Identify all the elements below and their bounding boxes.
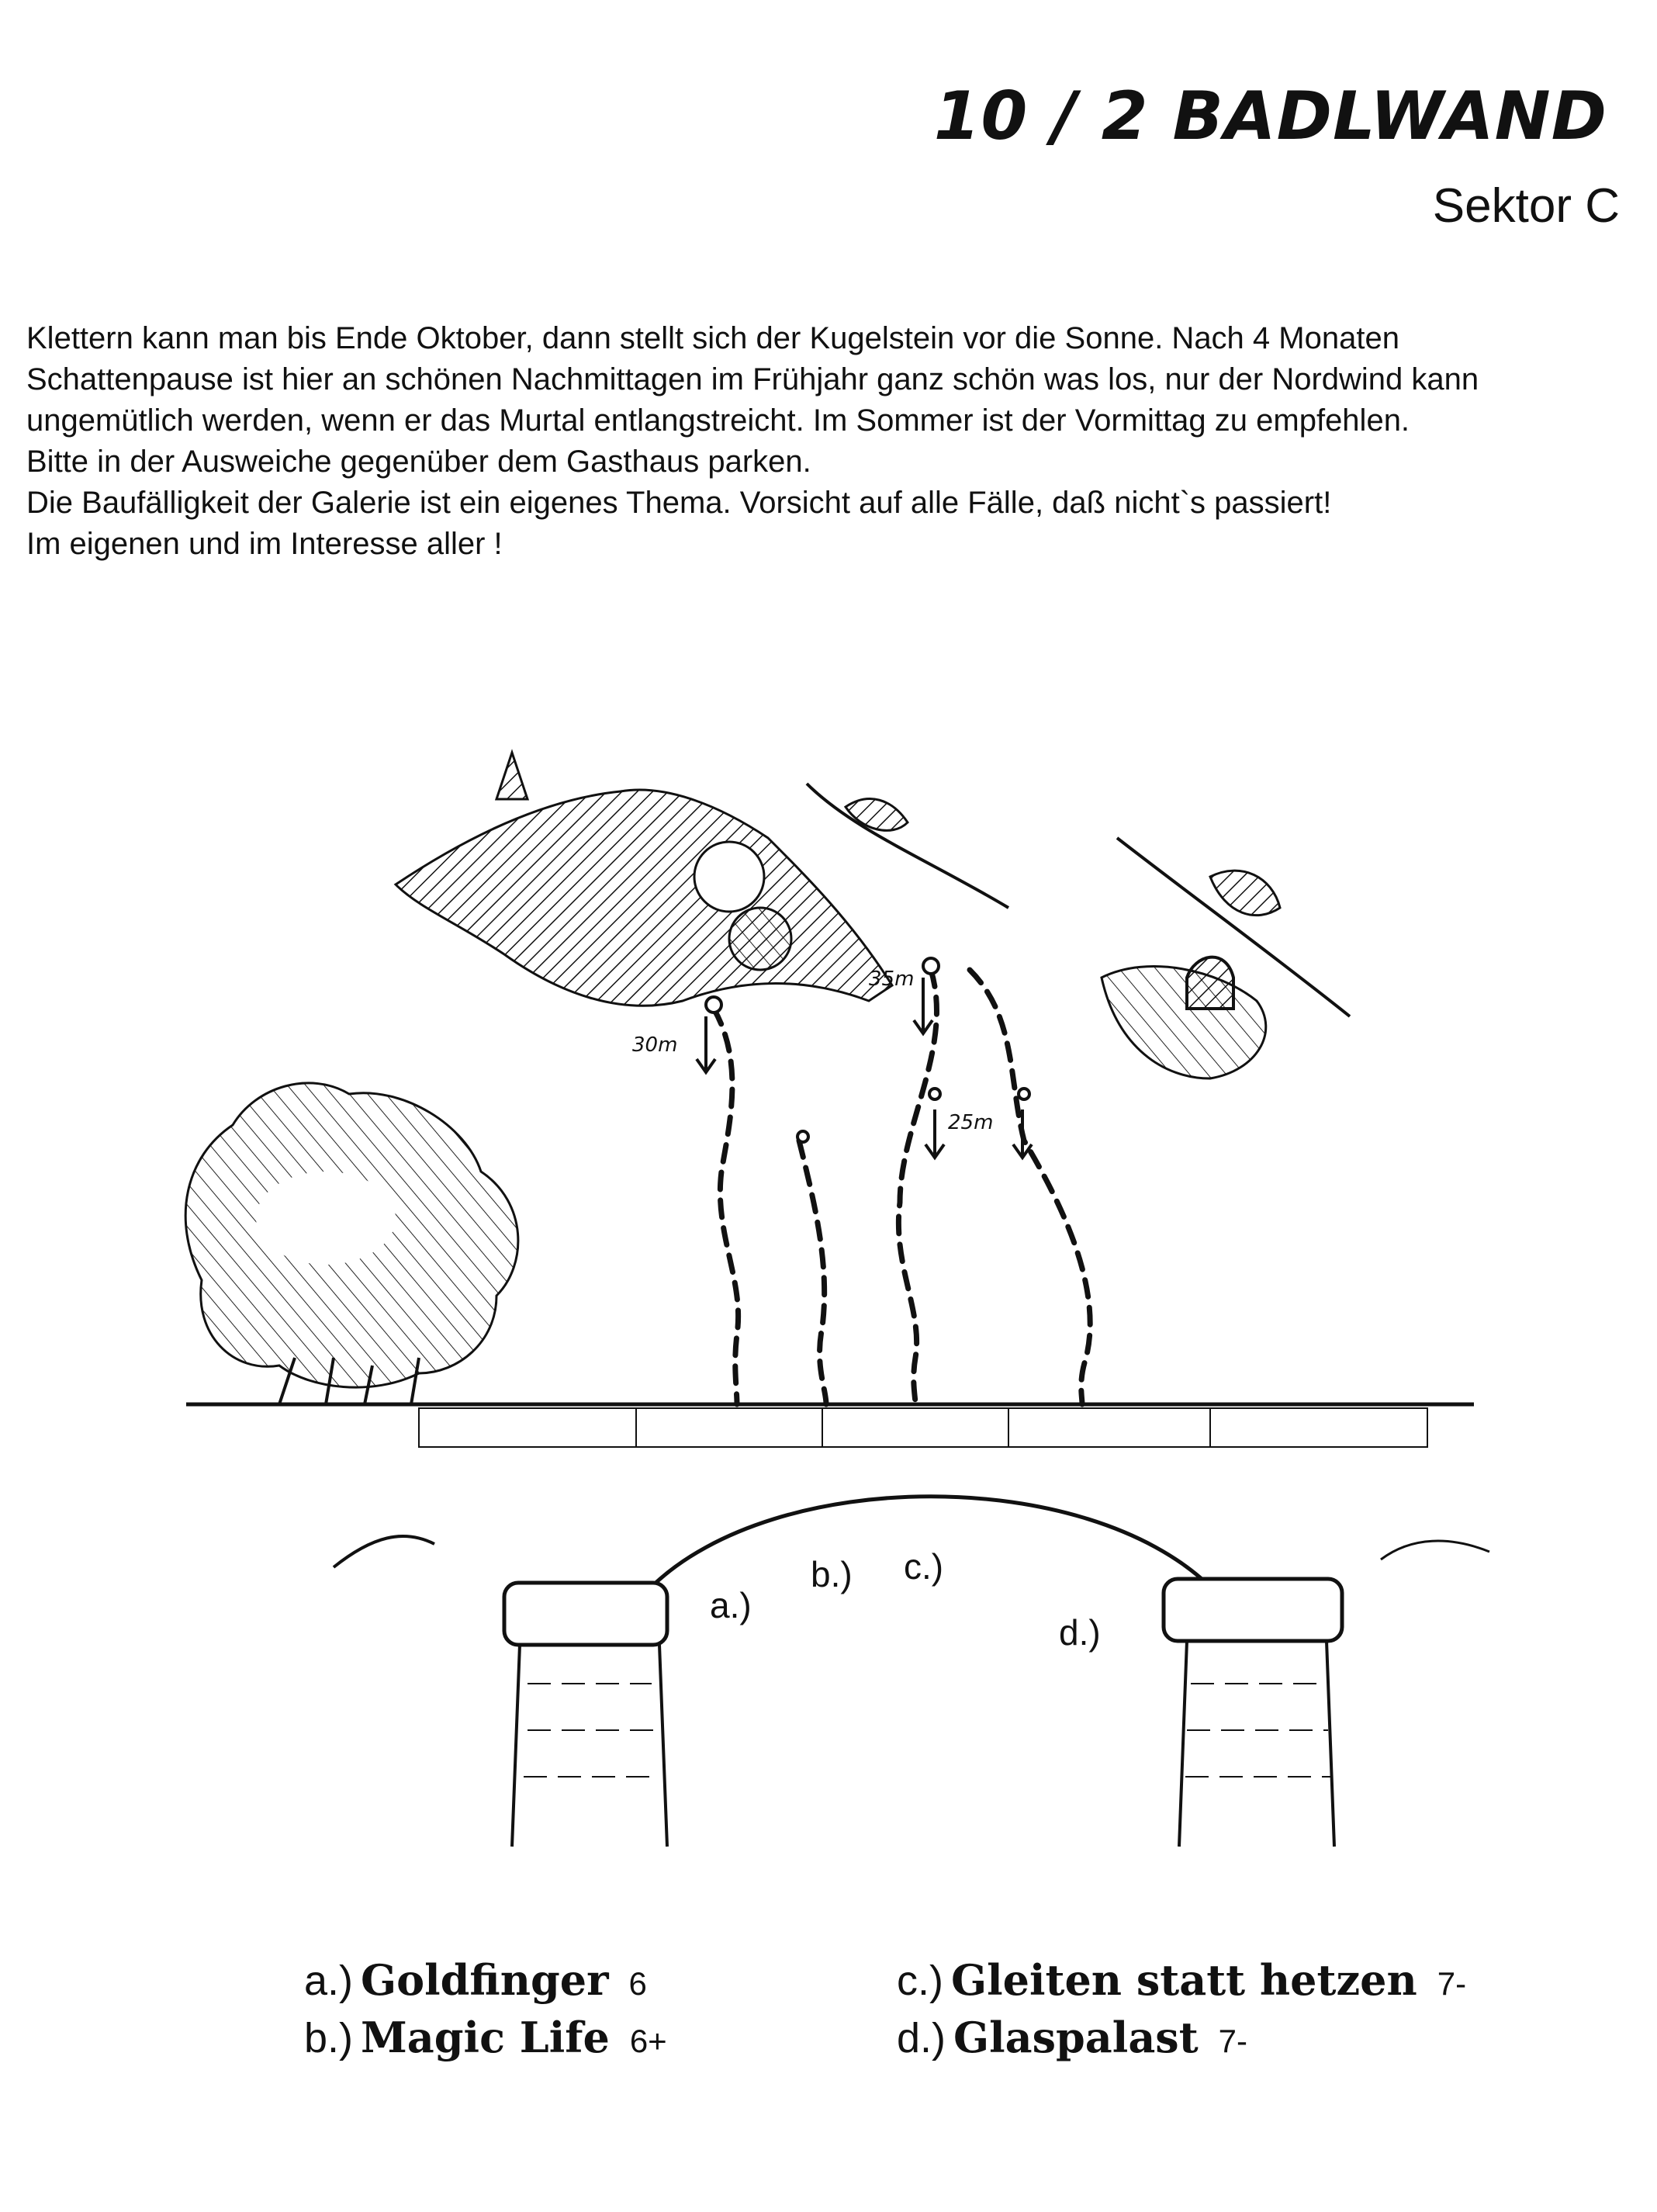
anchor-icon [706,997,721,1013]
anchor-icon [797,1131,808,1142]
route-label-d: d.) [1059,1612,1101,1653]
route-label-c: c.) [904,1546,944,1587]
route-item [897,1955,1466,2005]
anchor-icon [929,1089,940,1099]
rappel-label: 25m [948,1111,994,1134]
tree-icon [496,753,528,799]
route-letter: a.) [304,1958,354,2004]
route-name: Gleiten statt hetzen [951,1955,1417,2005]
page-title: 10 / 2 BADLWAND [933,78,1607,155]
rappel-label: 30m [632,1033,678,1057]
route-item [304,2013,667,2062]
route-grade: 7- [1437,1965,1467,2002]
intro-paragraph: Bitte in der Ausweiche gegenüber dem Gasthaus parken. [26,445,811,479]
route-name: Glaspalast [953,2013,1199,2062]
route-line-b [799,1141,826,1404]
intro-text [26,318,1609,565]
anchor-icon [1019,1089,1029,1099]
route-name: Magic Life [361,2013,610,2062]
route-line-c [898,970,936,1404]
route-item [897,2013,1247,2062]
rappel-label: 35m [869,968,915,991]
route-line-d [970,970,1090,1404]
route-item [304,1955,647,2005]
intro-paragraph: Im eigenen und im Interesse aller ! [26,527,503,561]
rock-ridge [396,753,1008,1006]
route-letter: c.) [897,1958,943,2004]
route-grade: 7- [1218,2023,1248,2059]
route-grade: 6 [628,1965,647,2002]
bush-icon [185,1083,518,1404]
bush-icon [694,842,764,912]
sector-subtitle: Sektor C [1432,179,1620,233]
route-letter: d.) [897,2015,946,2061]
anchor-icon [923,958,939,974]
route-grade: 6+ [629,2023,667,2059]
intro-paragraph: Die Baufälligkeit der Galerie ist ein eigenes Thema. Vorsicht auf alle Fälle, daß nicht`s passiert! [26,486,1332,520]
route-letter: b.) [304,2015,354,2061]
topo-drawing [0,722,1657,1885]
route-line-a [714,1009,739,1404]
route-label-a: a.) [710,1585,752,1625]
route-name: Goldfinger [361,1955,609,2005]
rock-ridge-right [1102,838,1350,1078]
intro-paragraph: Klettern kann man bis Ende Oktober, dann stellt sich der Kugelstein vor die Sonne. Nach 4 Monaten Schattenpause ist hier an schönen Nachmittagen im Frühjahr ganz schön was los, nur der Nordwind kann ungemütlich werden, wenn er das Murtal entlangstreicht. Im Sommer ist der Vormittag zu empfehlen. [26,321,1479,438]
route-label-b: b.) [811,1554,853,1594]
